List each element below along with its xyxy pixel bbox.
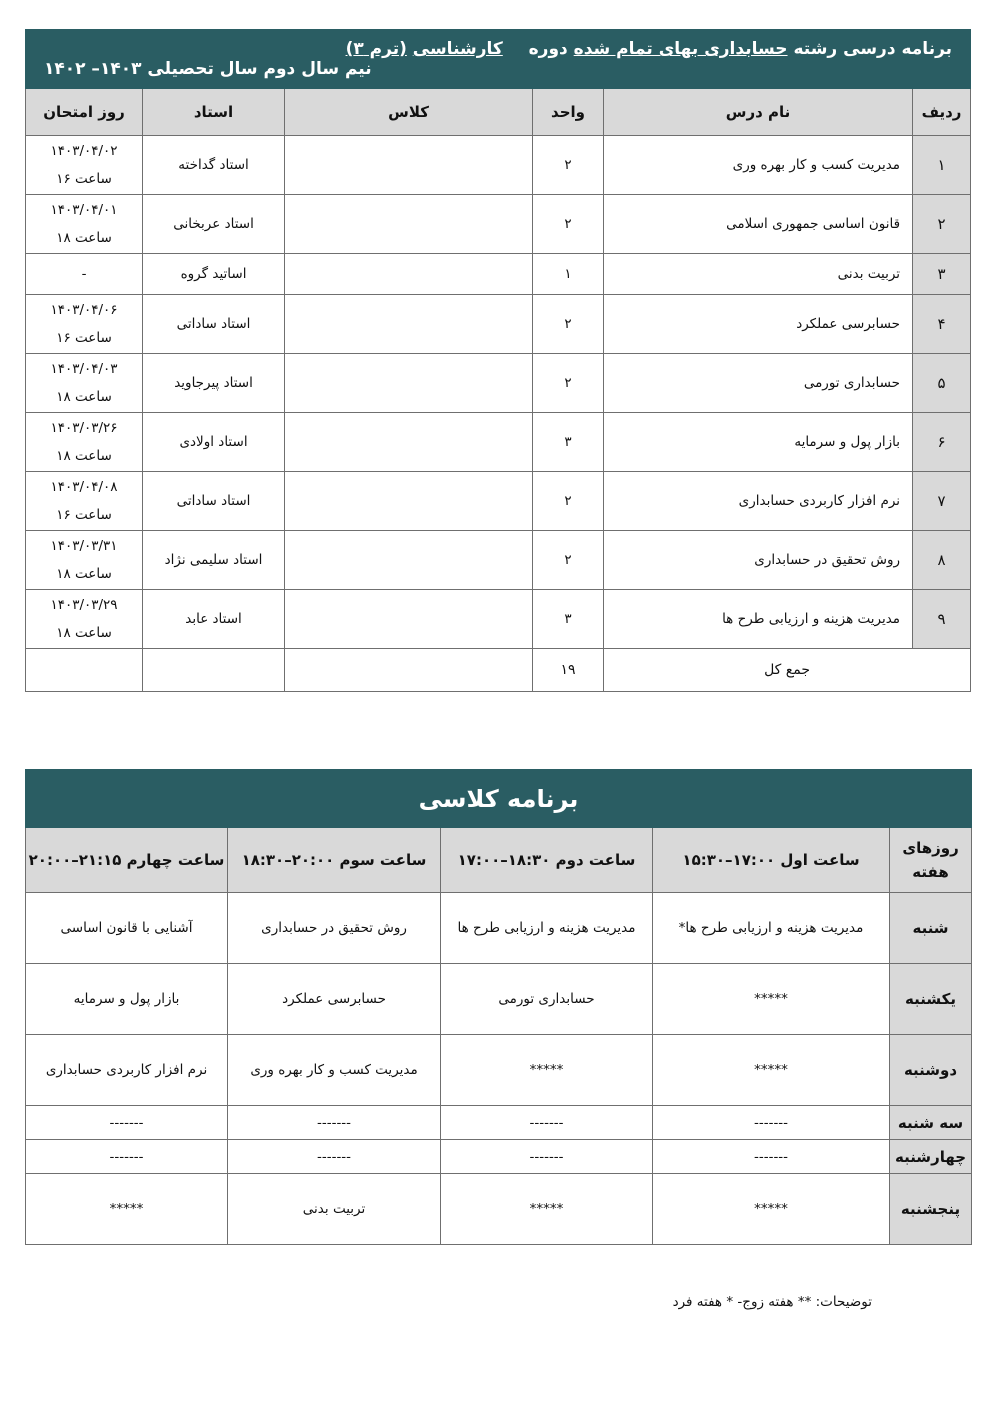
course-name: قانون اساسی جمهوری اسلامی: [604, 195, 913, 254]
exam-date: ۱۴۰۳/۰۳/۳۱: [50, 538, 118, 554]
schedule-row: [26, 1140, 972, 1174]
course-teacher: استاد عابد: [143, 590, 285, 649]
exam-date: ۱۴۰۳/۰۳/۲۶: [50, 420, 118, 436]
course-teacher: اساتید گروه: [143, 254, 285, 295]
slot1-cell: -------: [653, 1140, 890, 1174]
course-exam: [26, 472, 143, 531]
total-label: جمع کل: [604, 649, 971, 692]
header-slot4: ساعت چهارم ۲۱:۱۵–۲۰:۰۰: [26, 828, 228, 893]
slot4-cell: -------: [26, 1140, 228, 1174]
course-exam: [26, 254, 143, 295]
course-exam: [26, 136, 143, 195]
schedule-row: [26, 893, 972, 964]
course-name: حسابرسی عملکرد: [604, 295, 913, 354]
day-label: دوشنبه: [890, 1035, 972, 1106]
row-number: ۱: [913, 136, 971, 195]
course-units: ۲: [533, 354, 604, 413]
total-units: ۱۹: [533, 649, 604, 692]
course-teacher: استاد گداخته: [143, 136, 285, 195]
course-teacher: استاد ساداتی: [143, 295, 285, 354]
total-class-empty: [285, 649, 533, 692]
header-slot1: ساعت اول ۱۷:۰۰–۱۵:۳۰: [653, 828, 890, 893]
table-row: [26, 254, 971, 295]
total-row: [26, 649, 971, 692]
slot2-cell: *****: [441, 1174, 653, 1245]
course-units: ۲: [533, 136, 604, 195]
exam-time: ساعت ۱۸: [56, 448, 112, 464]
exam-date: ۱۴۰۳/۰۳/۲۹: [50, 597, 118, 613]
day-label: یکشنبه: [890, 964, 972, 1035]
exam-date: ۱۴۰۳/۰۴/۰۲: [50, 143, 118, 159]
course-units: ۲: [533, 195, 604, 254]
header-units: واحد: [533, 89, 604, 136]
row-number: ۲: [913, 195, 971, 254]
slot3-cell: -------: [228, 1140, 441, 1174]
course-name: مدیریت کسب و کار بهره وری: [604, 136, 913, 195]
slot1-cell: *****: [653, 964, 890, 1035]
course-units: ۳: [533, 413, 604, 472]
slot2-cell: -------: [441, 1140, 653, 1174]
header-days: روزهای هفته: [890, 828, 972, 893]
exam-time: ساعت ۱۸: [56, 625, 112, 641]
course-exam: [26, 531, 143, 590]
day-label: پنجشنبه: [890, 1174, 972, 1245]
course-units: ۲: [533, 472, 604, 531]
schedule-title-row: [26, 770, 972, 828]
row-number: ۳: [913, 254, 971, 295]
course-class: [285, 136, 533, 195]
schedule-row: [26, 964, 972, 1035]
slot2-cell: مدیریت هزینه و ارزیابی طرح ها: [441, 893, 653, 964]
slot3-cell: حسابرسی عملکرد: [228, 964, 441, 1035]
slot3-cell: -------: [228, 1106, 441, 1140]
course-name: بازار پول و سرمایه: [604, 413, 913, 472]
course-exam: [26, 590, 143, 649]
table-row: [26, 590, 971, 649]
title-degree: کارشناسی: [412, 39, 503, 59]
exam-time: ساعت ۱۸: [56, 389, 112, 405]
slot4-cell: آشنایی با قانون اساسی: [26, 893, 228, 964]
total-teacher-empty: [143, 649, 285, 692]
course-teacher: استاد پیرجاوید: [143, 354, 285, 413]
course-class: [285, 590, 533, 649]
course-table-title-row: [26, 30, 971, 89]
course-class: [285, 295, 533, 354]
header-slot3: ساعت سوم ۲۰:۰۰–۱۸:۳۰: [228, 828, 441, 893]
course-exam: [26, 295, 143, 354]
header-exam-day: روز امتحان: [26, 89, 143, 136]
slot4-cell: *****: [26, 1174, 228, 1245]
row-number: ۶: [913, 413, 971, 472]
slot4-cell: -------: [26, 1106, 228, 1140]
schedule-header: [26, 828, 972, 893]
slot1-cell: -------: [653, 1106, 890, 1140]
day-label: چهارشنبه: [890, 1140, 972, 1174]
course-class: [285, 195, 533, 254]
header-slot2: ساعت دوم ۱۸:۳۰–۱۷:۰۰: [441, 828, 653, 893]
total-exam-empty: [26, 649, 143, 692]
course-class: [285, 531, 533, 590]
header-class: کلاس: [285, 89, 533, 136]
exam-time: ساعت ۱۸: [56, 566, 112, 582]
schedule-row: [26, 1174, 972, 1245]
class-schedule-table: [25, 769, 972, 1245]
course-class: [285, 254, 533, 295]
header-row-number: ردیف: [913, 89, 971, 136]
course-name: روش تحقیق در حسابداری: [604, 531, 913, 590]
title-field: حسابداری بهای تمام شده: [573, 39, 788, 59]
exam-date: -: [81, 266, 87, 282]
course-teacher: استاد سلیمی نژاد: [143, 531, 285, 590]
row-number: ۸: [913, 531, 971, 590]
course-name: نرم افزار کاربردی حسابداری: [604, 472, 913, 531]
slot3-cell: روش تحقیق در حسابداری: [228, 893, 441, 964]
exam-date: ۱۴۰۳/۰۴/۰۱: [50, 202, 118, 218]
table-row: [26, 413, 971, 472]
course-exam: [26, 413, 143, 472]
course-units: ۲: [533, 531, 604, 590]
slot2-cell: -------: [441, 1106, 653, 1140]
exam-time: ساعت ۱۸: [56, 230, 112, 246]
exam-date: ۱۴۰۳/۰۴/۰۸: [50, 479, 118, 495]
course-teacher: استاد اولادی: [143, 413, 285, 472]
course-table-header: [26, 89, 971, 136]
course-units: ۳: [533, 590, 604, 649]
table-row: [26, 472, 971, 531]
slot4-cell: نرم افزار کاربردی حسابداری: [26, 1035, 228, 1106]
header-teacher: استاد: [143, 89, 285, 136]
exam-date: ۱۴۰۳/۰۴/۰۳: [50, 361, 118, 377]
table-row: [26, 295, 971, 354]
day-label: شنبه: [890, 893, 972, 964]
title-semester: نیم سال دوم سال تحصیلی ۱۴۰۳– ۱۴۰۲: [44, 59, 372, 79]
exam-time: ساعت ۱۶: [56, 507, 112, 523]
title-term: (ترم ۳): [345, 39, 407, 59]
course-class: [285, 472, 533, 531]
schedule-title: برنامه کلاسی: [26, 770, 972, 828]
row-number: ۹: [913, 590, 971, 649]
course-name: تربیت بدنی: [604, 254, 913, 295]
course-exam: [26, 354, 143, 413]
header-course-name: نام درس: [604, 89, 913, 136]
course-exam: [26, 195, 143, 254]
title-part1: برنامه درسی رشته: [793, 39, 953, 59]
slot2-cell: حسابداری تورمی: [441, 964, 653, 1035]
slot1-cell: *****: [653, 1035, 890, 1106]
course-name: مدیریت هزینه و ارزیابی طرح ها: [604, 590, 913, 649]
table-row: [26, 354, 971, 413]
course-teacher: استاد ساداتی: [143, 472, 285, 531]
slot3-cell: تربیت بدنی: [228, 1174, 441, 1245]
course-class: [285, 413, 533, 472]
course-name: حسابداری تورمی: [604, 354, 913, 413]
slot1-cell: *****: [653, 1174, 890, 1245]
table-row: [26, 136, 971, 195]
course-teacher: استاد عربخانی: [143, 195, 285, 254]
schedule-row: [26, 1106, 972, 1140]
exam-time: ساعت ۱۶: [56, 330, 112, 346]
day-label: سه شنبه: [890, 1106, 972, 1140]
exam-time: ساعت ۱۶: [56, 171, 112, 187]
notes-text: توضیحات: ** هفته زوج- * هفته فرد: [672, 1294, 872, 1310]
exam-date: ۱۴۰۳/۰۴/۰۶: [50, 302, 118, 318]
title-part2: دوره: [528, 39, 568, 59]
table-row: [26, 195, 971, 254]
slot4-cell: بازار پول و سرمایه: [26, 964, 228, 1035]
course-units: ۲: [533, 295, 604, 354]
row-number: ۵: [913, 354, 971, 413]
course-program-table: [25, 29, 971, 692]
course-units: ۱: [533, 254, 604, 295]
slot2-cell: *****: [441, 1035, 653, 1106]
row-number: ۴: [913, 295, 971, 354]
row-number: ۷: [913, 472, 971, 531]
slot1-cell: مدیریت هزینه و ارزیابی طرح ها*: [653, 893, 890, 964]
schedule-row: [26, 1035, 972, 1106]
slot3-cell: مدیریت کسب و کار بهره وری: [228, 1035, 441, 1106]
course-table-title: [26, 30, 971, 89]
table-row: [26, 531, 971, 590]
course-class: [285, 354, 533, 413]
